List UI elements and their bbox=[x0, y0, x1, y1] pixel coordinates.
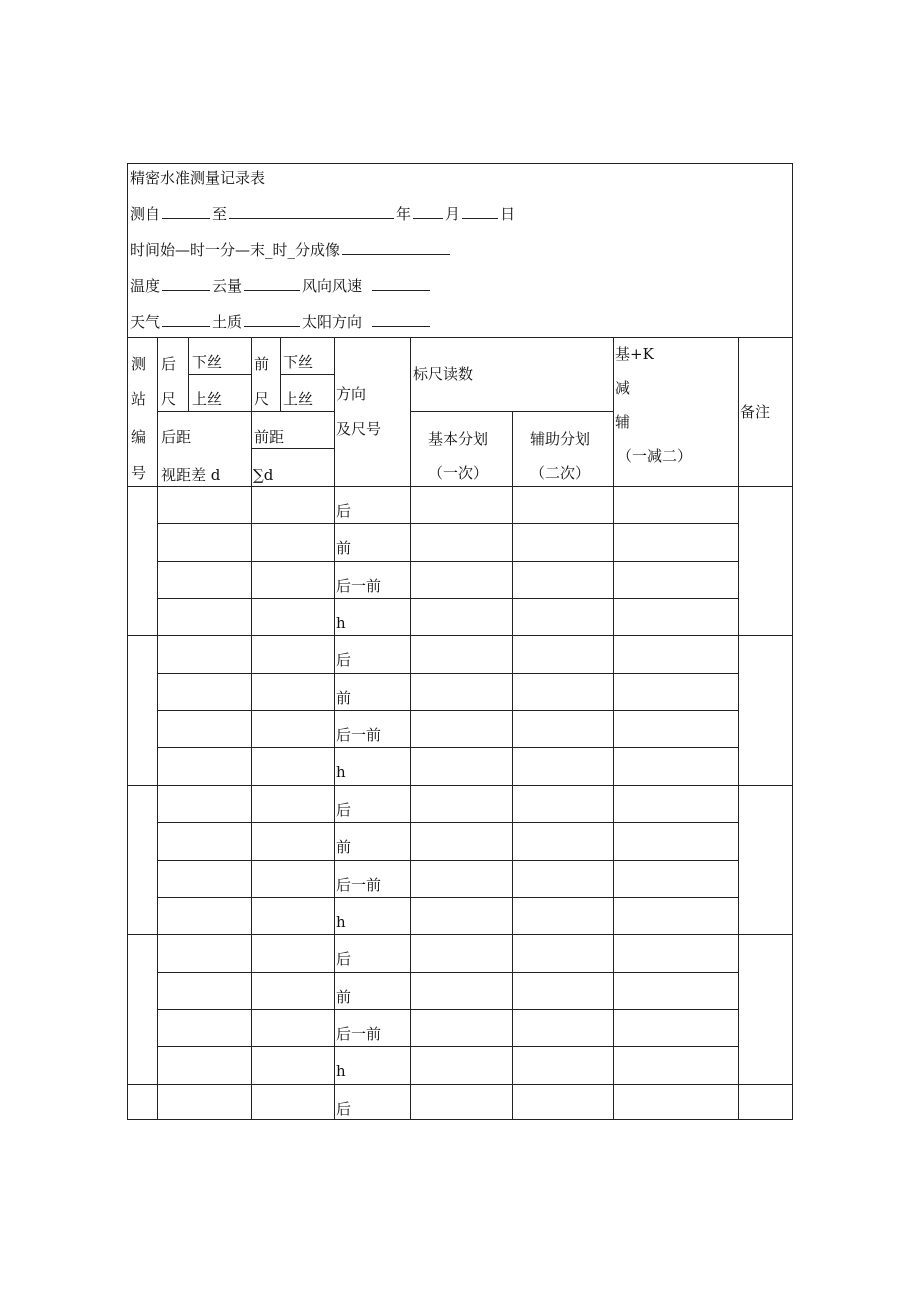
back-distance-cell[interactable] bbox=[158, 636, 250, 671]
basic-reading-cell[interactable] bbox=[411, 748, 511, 783]
front-distance-cell[interactable] bbox=[252, 487, 333, 522]
grid-line bbox=[157, 411, 334, 412]
grid-line bbox=[334, 337, 335, 486]
back-distance-cell[interactable] bbox=[158, 1085, 250, 1120]
row-label-height: h bbox=[336, 614, 346, 632]
row-label-height: h bbox=[336, 1062, 346, 1080]
row-label-front: 前 bbox=[336, 838, 352, 856]
form-title: 精密水准测量记录表 bbox=[130, 169, 266, 187]
station-number-cell[interactable] bbox=[129, 636, 156, 671]
station-number-cell[interactable] bbox=[129, 1085, 156, 1120]
front-distance-cell[interactable] bbox=[252, 861, 333, 896]
aux-reading-cell[interactable] bbox=[513, 711, 612, 746]
aux-reading-cell[interactable] bbox=[513, 599, 612, 634]
basic-reading-cell[interactable] bbox=[411, 1010, 511, 1045]
grid-line bbox=[738, 337, 739, 486]
aux-reading-cell[interactable] bbox=[513, 1047, 612, 1082]
row-label-back: 后 bbox=[336, 502, 352, 520]
row-label-back-minus-front: 后一前 bbox=[336, 876, 382, 894]
row-label-height: h bbox=[336, 913, 346, 931]
station-number-cell[interactable] bbox=[129, 562, 156, 597]
basic-reading-cell[interactable] bbox=[411, 524, 511, 559]
aux-reading-cell[interactable] bbox=[513, 898, 612, 933]
front-distance-cell[interactable] bbox=[252, 711, 333, 746]
front-distance-cell[interactable] bbox=[252, 1047, 333, 1082]
basic-reading-cell[interactable] bbox=[411, 599, 511, 634]
basic-reading-cell[interactable] bbox=[411, 711, 511, 746]
station-header-3: 编 bbox=[131, 428, 147, 446]
station-number-cell[interactable] bbox=[129, 524, 156, 559]
grid-line bbox=[738, 486, 739, 1119]
difference-cell[interactable] bbox=[614, 487, 737, 522]
front-distance-cell[interactable] bbox=[252, 599, 333, 634]
front-lower-wire-header: 下丝 bbox=[283, 353, 314, 371]
imaging-field[interactable] bbox=[342, 240, 450, 255]
back-distance-cell[interactable] bbox=[158, 562, 250, 597]
difference-cell[interactable] bbox=[614, 636, 737, 671]
weather-line-1: 温度 云量 风向风速 bbox=[130, 275, 432, 296]
front-upper-wire-header: 上丝 bbox=[283, 390, 314, 408]
difference-cell[interactable] bbox=[614, 786, 737, 821]
row-label-back: 后 bbox=[336, 1100, 352, 1118]
row-label-back: 后 bbox=[336, 801, 352, 819]
front-distance-cell[interactable] bbox=[252, 674, 333, 709]
back-rod-header-1: 后 bbox=[161, 355, 177, 373]
basic-division-header: 基本分划 bbox=[428, 430, 489, 448]
back-distance-cell[interactable] bbox=[158, 711, 250, 746]
basic-division-times: （一次） bbox=[428, 464, 489, 482]
from-field[interactable] bbox=[162, 204, 210, 219]
row-label-back-minus-front: 后一前 bbox=[336, 577, 382, 595]
station-header-1: 测 bbox=[131, 355, 147, 373]
aux-reading-cell[interactable] bbox=[513, 487, 612, 522]
weather-line-2: 天气 土质 太阳方向 bbox=[130, 311, 432, 332]
month-field[interactable] bbox=[462, 204, 498, 219]
grid-line bbox=[251, 448, 334, 449]
aux-reading-cell[interactable] bbox=[513, 524, 612, 559]
back-distance-cell[interactable] bbox=[158, 674, 250, 709]
station-number-cell[interactable] bbox=[129, 748, 156, 783]
direction-header-1: 方向 bbox=[336, 385, 367, 403]
basic-reading-cell[interactable] bbox=[411, 786, 511, 821]
grid-line bbox=[334, 486, 335, 1119]
difference-cell[interactable] bbox=[614, 748, 737, 783]
difference-cell[interactable] bbox=[614, 861, 737, 896]
basic-reading-cell[interactable] bbox=[411, 973, 511, 1008]
difference-cell[interactable] bbox=[614, 562, 737, 597]
aux-division-times: （二次） bbox=[530, 464, 591, 482]
aux-reading-cell[interactable] bbox=[513, 636, 612, 671]
back-distance-cell[interactable] bbox=[158, 524, 250, 559]
difference-cell[interactable] bbox=[614, 935, 737, 970]
sight-difference-header: 视距差 d bbox=[161, 466, 221, 484]
front-distance-cell[interactable] bbox=[252, 562, 333, 597]
difference-cell[interactable] bbox=[614, 599, 737, 634]
front-distance-cell[interactable] bbox=[252, 1010, 333, 1045]
temperature-field[interactable] bbox=[162, 276, 210, 291]
route-line: 测自 至 年 月 日 bbox=[130, 205, 516, 223]
grid-line bbox=[280, 374, 334, 375]
difference-header-1: 基+K bbox=[615, 345, 654, 363]
row-label-back: 后 bbox=[336, 950, 352, 968]
difference-header-3: 辅 bbox=[615, 413, 631, 431]
cumulative-difference-header: ∑d bbox=[253, 466, 274, 484]
back-distance-cell[interactable] bbox=[158, 1047, 250, 1082]
aux-reading-cell[interactable] bbox=[513, 562, 612, 597]
station-number-cell[interactable] bbox=[129, 487, 156, 522]
front-distance-cell[interactable] bbox=[252, 748, 333, 783]
station-number-cell[interactable] bbox=[129, 599, 156, 634]
basic-reading-cell[interactable] bbox=[411, 562, 511, 597]
basic-reading-cell[interactable] bbox=[411, 898, 511, 933]
back-distance-cell[interactable] bbox=[158, 599, 250, 634]
to-field[interactable] bbox=[229, 204, 394, 219]
aux-reading-cell[interactable] bbox=[513, 1010, 612, 1045]
back-distance-cell[interactable] bbox=[158, 823, 250, 858]
weather-field[interactable] bbox=[162, 312, 210, 327]
back-distance-cell[interactable] bbox=[158, 786, 250, 821]
row-label-height: h bbox=[336, 763, 346, 781]
level-survey-record-form bbox=[127, 163, 793, 1120]
row-label-back-minus-front: 后一前 bbox=[336, 726, 382, 744]
station-number-cell[interactable] bbox=[129, 711, 156, 746]
back-distance-cell[interactable] bbox=[158, 487, 250, 522]
back-distance-cell[interactable] bbox=[158, 898, 250, 933]
station-number-cell[interactable] bbox=[129, 674, 156, 709]
front-distance-cell[interactable] bbox=[252, 973, 333, 1008]
front-distance-header: 前距 bbox=[254, 428, 285, 446]
basic-reading-cell[interactable] bbox=[411, 823, 511, 858]
soil-field[interactable] bbox=[244, 312, 300, 327]
back-lower-wire-header: 下丝 bbox=[192, 353, 223, 371]
aux-reading-cell[interactable] bbox=[513, 786, 612, 821]
front-rod-header-2: 尺 bbox=[254, 390, 270, 408]
station-number-cell[interactable] bbox=[129, 1047, 156, 1082]
aux-reading-cell[interactable] bbox=[513, 674, 612, 709]
front-rod-header-1: 前 bbox=[254, 355, 270, 373]
time-line: 时间始—时一分—末_时_分成像 bbox=[130, 239, 452, 260]
sun-direction-field[interactable] bbox=[372, 312, 430, 327]
basic-reading-cell[interactable] bbox=[411, 861, 511, 896]
rod-reading-header: 标尺读数 bbox=[413, 365, 474, 383]
station-number-cell[interactable] bbox=[129, 935, 156, 970]
aux-reading-cell[interactable] bbox=[513, 823, 612, 858]
basic-reading-cell[interactable] bbox=[411, 487, 511, 522]
row-label-front: 前 bbox=[336, 539, 352, 557]
front-distance-cell[interactable] bbox=[252, 823, 333, 858]
station-number-cell[interactable] bbox=[129, 861, 156, 896]
difference-cell[interactable] bbox=[614, 898, 737, 933]
difference-cell[interactable] bbox=[614, 524, 737, 559]
grid-line bbox=[188, 374, 251, 375]
difference-header-4: （一减二） bbox=[617, 447, 693, 465]
remarks-header: 备注 bbox=[740, 403, 771, 421]
difference-cell[interactable] bbox=[614, 674, 737, 709]
form-header bbox=[128, 164, 792, 338]
front-distance-cell[interactable] bbox=[252, 1085, 333, 1120]
difference-cell[interactable] bbox=[614, 823, 737, 858]
cloud-field[interactable] bbox=[244, 276, 300, 291]
difference-cell[interactable] bbox=[614, 973, 737, 1008]
station-header-4: 号 bbox=[131, 464, 147, 482]
back-distance-cell[interactable] bbox=[158, 861, 250, 896]
row-label-back: 后 bbox=[336, 651, 352, 669]
difference-cell[interactable] bbox=[614, 1085, 737, 1120]
front-distance-cell[interactable] bbox=[252, 524, 333, 559]
wind-field[interactable] bbox=[372, 276, 430, 291]
back-distance-header: 后距 bbox=[161, 428, 192, 446]
basic-reading-cell[interactable] bbox=[411, 935, 511, 970]
back-rod-header-2: 尺 bbox=[161, 390, 177, 408]
aux-reading-cell[interactable] bbox=[513, 861, 612, 896]
row-label-back-minus-front: 后一前 bbox=[336, 1025, 382, 1043]
aux-reading-cell[interactable] bbox=[513, 973, 612, 1008]
difference-header-2: 减 bbox=[615, 379, 631, 397]
aux-reading-cell[interactable] bbox=[513, 1085, 612, 1120]
station-number-cell[interactable] bbox=[129, 898, 156, 933]
difference-cell[interactable] bbox=[614, 1047, 737, 1082]
basic-reading-cell[interactable] bbox=[411, 1047, 511, 1082]
year-field[interactable] bbox=[413, 204, 443, 219]
basic-reading-cell[interactable] bbox=[411, 1085, 511, 1120]
station-number-cell[interactable] bbox=[129, 823, 156, 858]
aux-reading-cell[interactable] bbox=[513, 935, 612, 970]
aux-division-header: 辅助分划 bbox=[530, 430, 591, 448]
front-distance-cell[interactable] bbox=[252, 636, 333, 671]
back-distance-cell[interactable] bbox=[158, 973, 250, 1008]
basic-reading-cell[interactable] bbox=[411, 674, 511, 709]
back-distance-cell[interactable] bbox=[158, 935, 250, 970]
front-distance-cell[interactable] bbox=[252, 898, 333, 933]
station-number-cell[interactable] bbox=[129, 786, 156, 821]
front-distance-cell[interactable] bbox=[252, 935, 333, 970]
back-distance-cell[interactable] bbox=[158, 748, 250, 783]
aux-reading-cell[interactable] bbox=[513, 748, 612, 783]
station-number-cell[interactable] bbox=[129, 1010, 156, 1045]
direction-header-2: 及尺号 bbox=[336, 420, 382, 438]
grid-line bbox=[512, 411, 513, 486]
back-distance-cell[interactable] bbox=[158, 1010, 250, 1045]
grid-line bbox=[613, 337, 614, 486]
front-distance-cell[interactable] bbox=[252, 786, 333, 821]
row-label-front: 前 bbox=[336, 689, 352, 707]
basic-reading-cell[interactable] bbox=[411, 636, 511, 671]
station-number-cell[interactable] bbox=[129, 973, 156, 1008]
station-header-2: 站 bbox=[131, 390, 147, 408]
row-label-front: 前 bbox=[336, 988, 352, 1006]
difference-cell[interactable] bbox=[614, 711, 737, 746]
difference-cell[interactable] bbox=[614, 1010, 737, 1045]
back-upper-wire-header: 上丝 bbox=[192, 390, 223, 408]
